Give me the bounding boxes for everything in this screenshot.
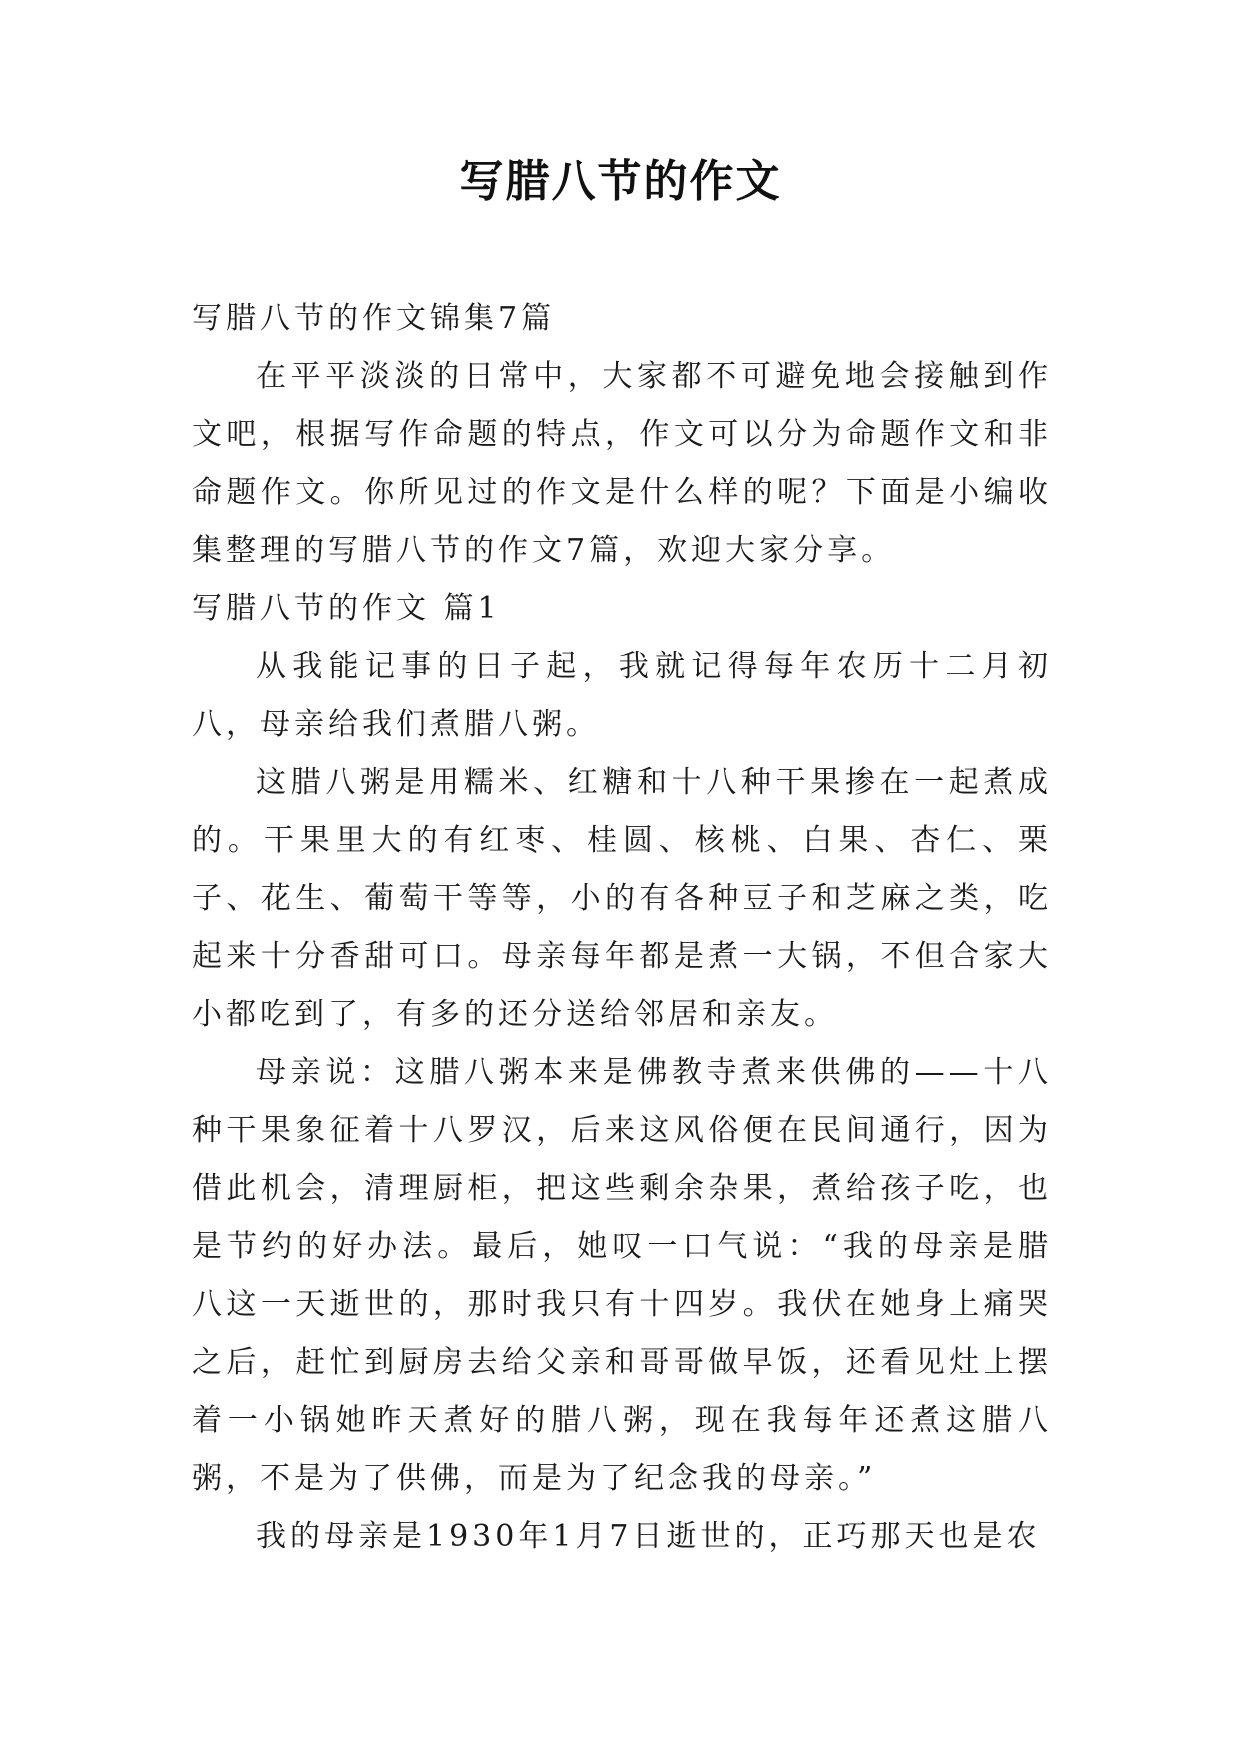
document-title: 写腊八节的作文 xyxy=(459,156,782,207)
paragraph: 这腊八粥是用糯米、红糖和十八种干果掺在一起煮成的。干果里大的有红枣、桂圆、核桃、白果、杏仁、栗子、花生、葡萄干等等，小的有各种豆子和芝麻之类，吃起来十分香甜可口。母亲每年都是煮一大锅，不但合家大小都吃到了，有多的还分送给邻居和亲友。 xyxy=(192,765,1052,1032)
intro-paragraph: 在平平淡淡的日常中，大家都不可避免地会接触到作文吧，根据写作命题的特点，作文可以分为命题作文和非命题作文。你所见过的作文是什么样的呢？下面是小编收集整理的写腊八节的作文7篇，欢迎大家分享。 xyxy=(192,359,1052,568)
collection-heading: 写腊八节的作文锦集7篇 xyxy=(192,301,556,336)
document-body xyxy=(192,290,1052,1566)
section-heading: 写腊八节的作文 篇1 xyxy=(192,591,501,626)
paragraph: 从我能记事的日子起，我就记得每年农历十二月初八，母亲给我们煮腊八粥。 xyxy=(192,649,1052,742)
paragraph: 母亲说：这腊八粥本来是佛教寺煮来供佛的——十八种干果象征着十八罗汉，后来这风俗便在民间通行，因为借此机会，清理厨柜，把这些剩余杂果，煮给孩子吃，也是节约的好办法。最后，她叹一口气说：“我的母亲是腊八这一天逝世的，那时我只有十四岁。我伏在她身上痛哭之后，赶忙到厨房去给父亲和哥哥做早饭，还看见灶上摆着一小锅她昨天煮好的腊八粥，现在我每年还煮这腊八粥，不是为了供佛，而是为了纪念我的母亲。” xyxy=(192,1055,1052,1496)
paragraph: 我的母亲是1930年1月7日逝世的，正巧那天也是农 xyxy=(256,1519,1041,1554)
